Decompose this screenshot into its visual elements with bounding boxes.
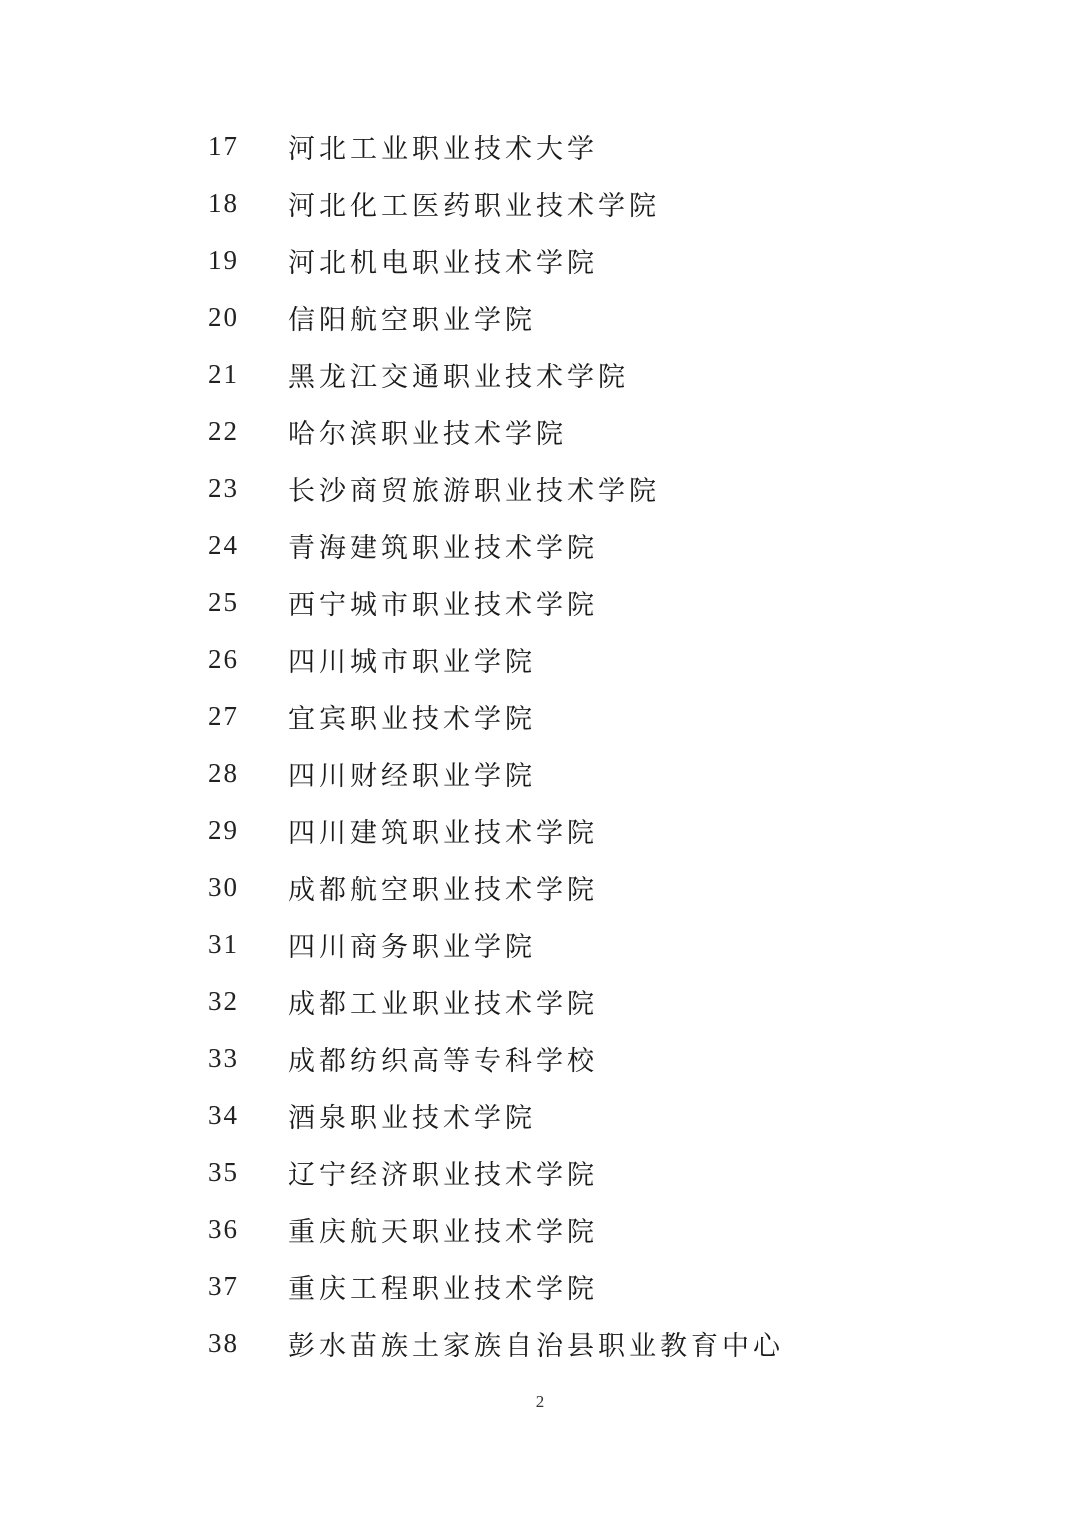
list-item: [208, 1258, 968, 1315]
list-item: [208, 517, 968, 574]
school-name: 酒泉职业技术学院: [288, 1103, 536, 1134]
list-item: [208, 403, 968, 460]
school-name: 辽宁经济职业技术学院: [288, 1160, 598, 1191]
list-item: [208, 688, 968, 745]
item-number: 20: [208, 302, 239, 332]
school-name: 河北化工医药职业技术学院: [288, 191, 660, 222]
item-number: 17: [208, 131, 239, 161]
item-number: 33: [208, 1043, 239, 1073]
item-number: 22: [208, 416, 239, 446]
list-item: [208, 1201, 968, 1258]
school-name: 四川商务职业学院: [288, 932, 536, 963]
school-name: 青海建筑职业技术学院: [288, 533, 598, 564]
school-list: [208, 118, 968, 1372]
item-number: 29: [208, 815, 239, 845]
list-item: [208, 1315, 968, 1372]
list-item: [208, 1144, 968, 1201]
item-number: 27: [208, 701, 239, 731]
school-name: 四川城市职业学院: [288, 647, 536, 678]
list-item: [208, 973, 968, 1030]
list-item: [208, 346, 968, 403]
item-number: 21: [208, 359, 239, 389]
item-number: 34: [208, 1100, 239, 1130]
item-number: 19: [208, 245, 239, 275]
list-item: [208, 289, 968, 346]
item-number: 30: [208, 872, 239, 902]
school-name: 哈尔滨职业技术学院: [288, 419, 567, 450]
school-name: 成都纺织高等专科学校: [288, 1046, 598, 1077]
list-item: [208, 859, 968, 916]
school-name: 四川建筑职业技术学院: [288, 818, 598, 849]
school-name: 四川财经职业学院: [288, 761, 536, 792]
school-name: 黑龙江交通职业技术学院: [288, 362, 629, 393]
school-name: 彭水苗族土家族自治县职业教育中心: [288, 1331, 784, 1362]
item-number: 35: [208, 1157, 239, 1187]
page-number: 2: [535, 1392, 545, 1411]
school-name: 河北机电职业技术学院: [288, 248, 598, 279]
item-number: 32: [208, 986, 239, 1016]
list-item: [208, 175, 968, 232]
school-name: 西宁城市职业技术学院: [288, 590, 598, 621]
school-name: 河北工业职业技术大学: [288, 134, 598, 165]
list-item: [208, 118, 968, 175]
item-number: 25: [208, 587, 239, 617]
item-number: 28: [208, 758, 239, 788]
item-number: 36: [208, 1214, 239, 1244]
item-number: 24: [208, 530, 239, 560]
list-item: [208, 1030, 968, 1087]
list-item: [208, 574, 968, 631]
item-number: 18: [208, 188, 239, 218]
list-item: [208, 460, 968, 517]
item-number: 23: [208, 473, 239, 503]
school-name: 长沙商贸旅游职业技术学院: [288, 476, 660, 507]
list-item: [208, 1087, 968, 1144]
item-number: 31: [208, 929, 239, 959]
school-name: 成都航空职业技术学院: [288, 875, 598, 906]
school-name: 宜宾职业技术学院: [288, 704, 536, 735]
item-number: 37: [208, 1271, 239, 1301]
school-name: 成都工业职业技术学院: [288, 989, 598, 1020]
item-number: 26: [208, 644, 239, 674]
list-item: [208, 802, 968, 859]
list-item: [208, 631, 968, 688]
list-item: [208, 232, 968, 289]
school-name: 重庆工程职业技术学院: [288, 1274, 598, 1305]
list-item: [208, 745, 968, 802]
school-name: 重庆航天职业技术学院: [288, 1217, 598, 1248]
list-item: [208, 916, 968, 973]
school-name: 信阳航空职业学院: [288, 305, 536, 336]
item-number: 38: [208, 1328, 239, 1358]
